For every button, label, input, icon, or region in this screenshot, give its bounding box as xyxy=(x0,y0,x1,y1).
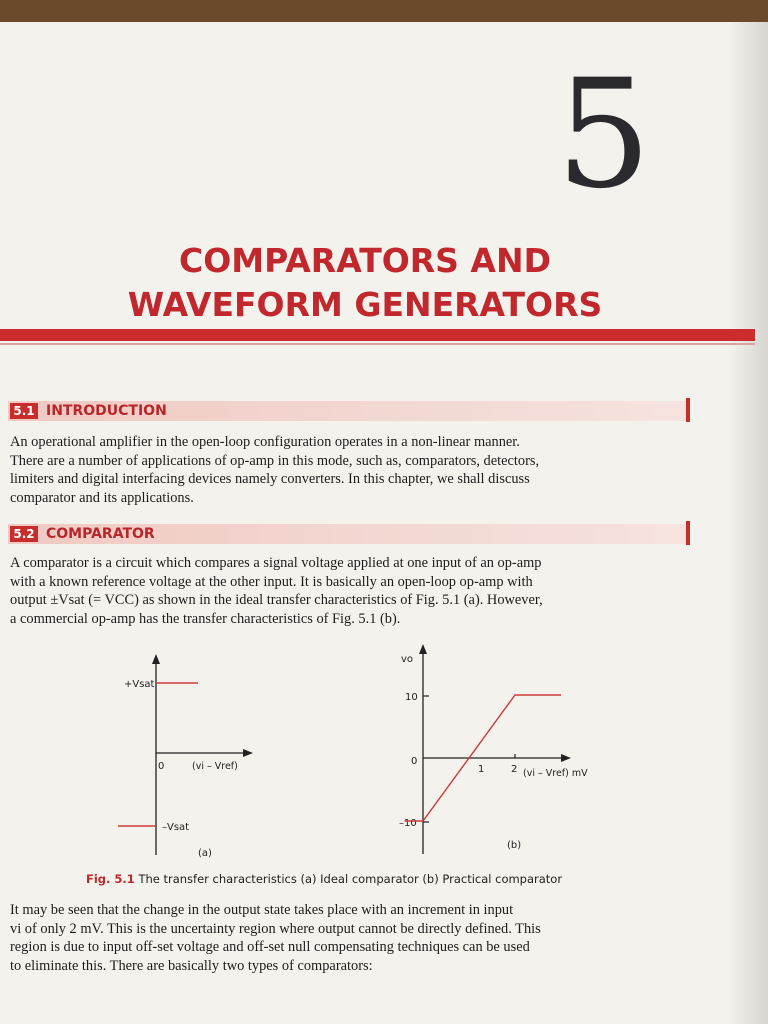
title-rule-thin xyxy=(0,343,755,345)
chapter-number: 5 xyxy=(556,48,652,222)
figure-b-practical-comparator xyxy=(385,640,615,860)
fig-b-chart xyxy=(399,644,588,854)
section-bar xyxy=(686,521,690,545)
section-number: 5.1 xyxy=(10,403,38,419)
fig-a-x-arrow xyxy=(243,749,253,757)
text-line: region is due to input off-set voltage and off-set null compensating techniques can be used xyxy=(10,939,530,955)
fig-a-origin-label: 0 xyxy=(158,761,165,772)
figure-caption xyxy=(86,872,562,886)
fig-a-x-label: (vi – Vref) xyxy=(192,761,238,772)
figure-a-ideal-comparator xyxy=(100,650,280,865)
introduction-paragraph xyxy=(10,433,692,507)
fig-b-y-tick-label-zero: 0 xyxy=(411,756,418,767)
fig-b-x-tick-label-1: 1 xyxy=(478,764,485,775)
fig-b-y-label: vo xyxy=(401,654,414,665)
section-number: 5.2 xyxy=(10,526,38,542)
text-line: with a known reference voltage at the other input. It is basically an open-loop op-amp with xyxy=(10,573,533,590)
text-line: output ±Vsat (= VCC) as shown in the ideal transfer characteristics of Fig. 5.1 (a). However, xyxy=(10,592,543,608)
fig-b-y-tick-label-bottom: –10 xyxy=(399,818,417,829)
text-line: vi of only 2 mV. This is the uncertainty region where output cannot be directly defined. This xyxy=(10,920,541,937)
text-line: It may be seen that the change in the output state takes place with an increment in input xyxy=(10,902,514,918)
text-line: There are a number of applications of op-amp in this mode, such as, comparators, detectors, xyxy=(10,452,540,469)
text-line: A comparator is a circuit which compares a signal voltage applied at one input of an op-amp xyxy=(10,555,542,571)
section-bar xyxy=(686,398,690,422)
text-line: a commercial op-amp has the transfer characteristics of Fig. 5.1 (b). xyxy=(10,610,401,627)
text-line: to eliminate this. There are basically two types of comparators: xyxy=(10,957,373,974)
figure-caption-text: The transfer characteristics (a) Ideal comparator (b) Practical comparator xyxy=(138,872,563,886)
title-rule xyxy=(0,329,755,341)
fig-b-y-tick-label-top: 10 xyxy=(405,692,418,703)
fig-a-y-arrow xyxy=(152,654,160,664)
section-title: INTRODUCTION xyxy=(46,403,167,419)
fig-b-y-arrow xyxy=(419,644,427,654)
fig-b-sublabel: (b) xyxy=(507,840,522,851)
text-line: limiters and digital interfacing devices namely converters. In this chapter, we shall discuss xyxy=(10,471,530,487)
fig-b-x-arrow xyxy=(561,754,571,762)
comparator-paragraph xyxy=(10,554,692,628)
fig-a-neg-sat-label: –Vsat xyxy=(162,822,190,833)
closing-paragraph xyxy=(10,901,692,975)
text-line: comparator and its applications. xyxy=(10,489,194,506)
text-line: An operational amplifier in the open-loop configuration operates in a non-linear manner. xyxy=(10,434,520,450)
fig-b-x-tick-label-2: 2 xyxy=(511,764,518,775)
fig-a-sublabel: (a) xyxy=(198,848,212,859)
figure-caption-label: Fig. 5.1 xyxy=(86,872,135,886)
chapter-title-line2: WAVEFORM GENERATORS xyxy=(127,285,603,324)
section-title: COMPARATOR xyxy=(46,526,155,542)
fig-a-pos-sat-label: +Vsat xyxy=(124,679,155,690)
page-shade xyxy=(728,22,768,1024)
section-heading-introduction xyxy=(8,401,690,421)
fig-b-x-label: (vi – Vref) mV xyxy=(523,768,588,779)
section-heading-comparator xyxy=(8,524,690,544)
chapter-title-line1: COMPARATORS AND xyxy=(179,241,551,280)
